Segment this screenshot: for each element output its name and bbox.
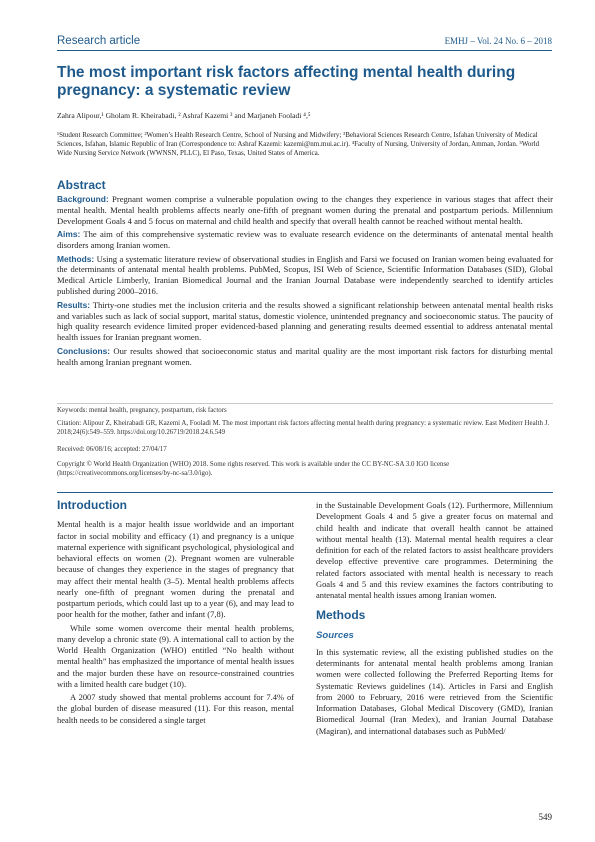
intro-paragraph-1: Mental health is a major health issue worldwide and an important factor in social mobility and efficacy (1) and pregnancy is a unique maternal experience with significant psychological, physiological and behavioral effects on women (2). Pregnant women are vulnerable because of changes they experience in the stages of pregnancy that may affect their mental health (3–5). Mental health problems affects nearly one-fifth of pregnant women during the prenatal and postpartum periods, which could last up to a year (6), and may lead to poor health for the mother, father and infant (7,8). xyxy=(57,519,294,620)
intro-paragraph-3: A 2007 study showed that mental problems account for 7.4% of the global burden of disease measured (11). For this reason, mental health needs to be considered a single target xyxy=(57,692,294,725)
abstract-methods xyxy=(57,254,553,298)
sources-heading: Sources xyxy=(316,629,354,641)
journal-info: EMHJ – Vol. 24 No. 6 – 2018 xyxy=(444,36,552,46)
results-text: Thirty-one studies met the inclusion criteria and the results showed a significant relationship between antenatal mental health risks and variables such as lack of social support, marital status, domestic violence, unintended pregnancy and socioeconomic status. The paucity of high quality research evidence limited proper evidenced-based planning and generating results deemed essential to address antenatal mental health issues for Iranian pregnant women. xyxy=(57,299,553,343)
methods-heading: Methods xyxy=(316,608,366,623)
conclusions-label: Conclusions: xyxy=(57,345,111,356)
introduction-heading: Introduction xyxy=(57,498,127,512)
methods-text: Using a systematic literature review of observational studies in English and Farsi we focused on Iranian women being evaluated for the determinants of antenatal mental health problems. PubMed, Scopus, ISI Web of Science, Scientific Information Databases (SID), Global Medical Article Limberly, Iranian Biomedical Journal and the Iranian Journal Database were independently searched to identify articles published during 2000–2016. xyxy=(57,253,553,297)
copyright: Copyright © World Health Organization (WHO) 2018. Some rights reserved. This work is available under the CC BY-NC-SA 3.0 IGO license (https://creativecommons.org/licenses/by-nc-sa/3.0/igo). xyxy=(57,461,450,477)
conclusions-text: Our results showed that socioeconomic status and marital quality are the most important risk factors for disturbing mental health among Iranian pregnant women. xyxy=(57,345,553,367)
article-title: The most important risk factors affecting mental health during pregnancy: a systematic review xyxy=(57,64,516,99)
background-label: Background: xyxy=(57,194,109,204)
aims-text: The aim of this comprehensive systematic review was to evaluate research evidence on the determinants of antenatal mental health disorders among Iranian women. xyxy=(57,229,553,251)
abstract-aims xyxy=(57,229,553,251)
left-column xyxy=(57,500,294,726)
affiliations: ¹Student Research Committee; ²Women’s Health Research Centre, School of Nursing and Midwifery; ³Behavioral Sciences Research Centre, Isfahan University of Medical Sciences, Isfahan, Islamic Republic of Iran (Correspondence to: Ashraf Kazemi: kazemi@nm.mui.ac.ir). ⁴Faculty of Nursing, University of Jordan, Amman, Jordan. ⁵World Wide Nursing Service Network (WWNSN, PLLC), El Paso, Texas, United States of America. xyxy=(57,131,540,158)
abstract-background xyxy=(57,194,553,227)
aims-label: Aims: xyxy=(57,229,81,240)
methods-label: Methods: xyxy=(57,253,95,264)
keywords: Keywords: mental health, pregnancy, postpartum, risk factors xyxy=(57,407,227,414)
intro-paragraph-2: While some women overcome their mental health problems, many develop a chronic state (9). A international call to action by the World Health Organization (WHO) entitled “No health without mental health” has emphasized the importance of mental health issues and the major burden these have on resource-constrained countries with a limited health care budget (10). xyxy=(57,622,294,689)
results-label: Results: xyxy=(57,299,91,310)
running-header xyxy=(57,30,552,51)
abstract-results xyxy=(57,300,553,344)
right-column xyxy=(316,500,553,737)
abstract-body xyxy=(57,194,553,370)
citation: Citation: Alipour Z, Kheirabadi GR, Kazemi A, Fooladi M. The most important risk factors affecting mental health during pregnancy: a systematic review. East Mediterr Health J. 2018;24(6):549–559. https://doi.org/10.26719/2018.24.6.549 xyxy=(57,420,550,436)
page-number: 549 xyxy=(538,812,552,822)
received-date: Received: 06/08/16; accepted: 27/04/17 xyxy=(57,446,167,453)
intro-continued-paragraph: in the Sustainable Development Goals (12). Furthermore, Millennium Development Goals 4 and 5 give a greater focus on maternal and child health and indicate that overall health cannot be attained without mental health (13). Maternal mental health requires a clear definition for each of the related factors to assist healthcare providers develop effective preventive care programmes. Determining the related factors associated with mental health is necessary to reach Goals 4 and 5 and this review examines the factors contributing to antenatal mental health issues among Iranian women. xyxy=(316,500,553,600)
author-list: Zahra Alipour,¹ Gholam R. Kheirabadi, ² Ashraf Kazemi ³ and Marjaneh Fooladi ⁴,⁵ xyxy=(57,111,311,120)
abstract-heading: Abstract xyxy=(57,178,106,192)
section-label: Research article xyxy=(57,35,141,47)
abstract-conclusions xyxy=(57,346,553,368)
sources-paragraph: In this systematic review, all the existing published studies on the determinants for antenatal mental health problems among Iranian women were collected following the Preferred Reporting Items for Systematic Reviews guidelines (14). Articles in Farsi and English from 2000 to February, 2016 were retrieved from the Scientific Information Databases, Global Medical Discovery (GMD), Iranian Biomedical Journal (Iran Medex), and Iranian Journal Database (Magiran), and international databases such as PubMed/ xyxy=(316,646,553,736)
background-text: Pregnant women comprise a vulnerable population owing to the changes they experience in various stages that affect their mental health. Mental health problems affects nearly one-fifth of pregnant women during the prenatal and postpartum periods. Millennium Development Goals 4 and 5 focus on maternal and child health and specify that overall health cannot be reached without mental health. xyxy=(57,194,553,226)
